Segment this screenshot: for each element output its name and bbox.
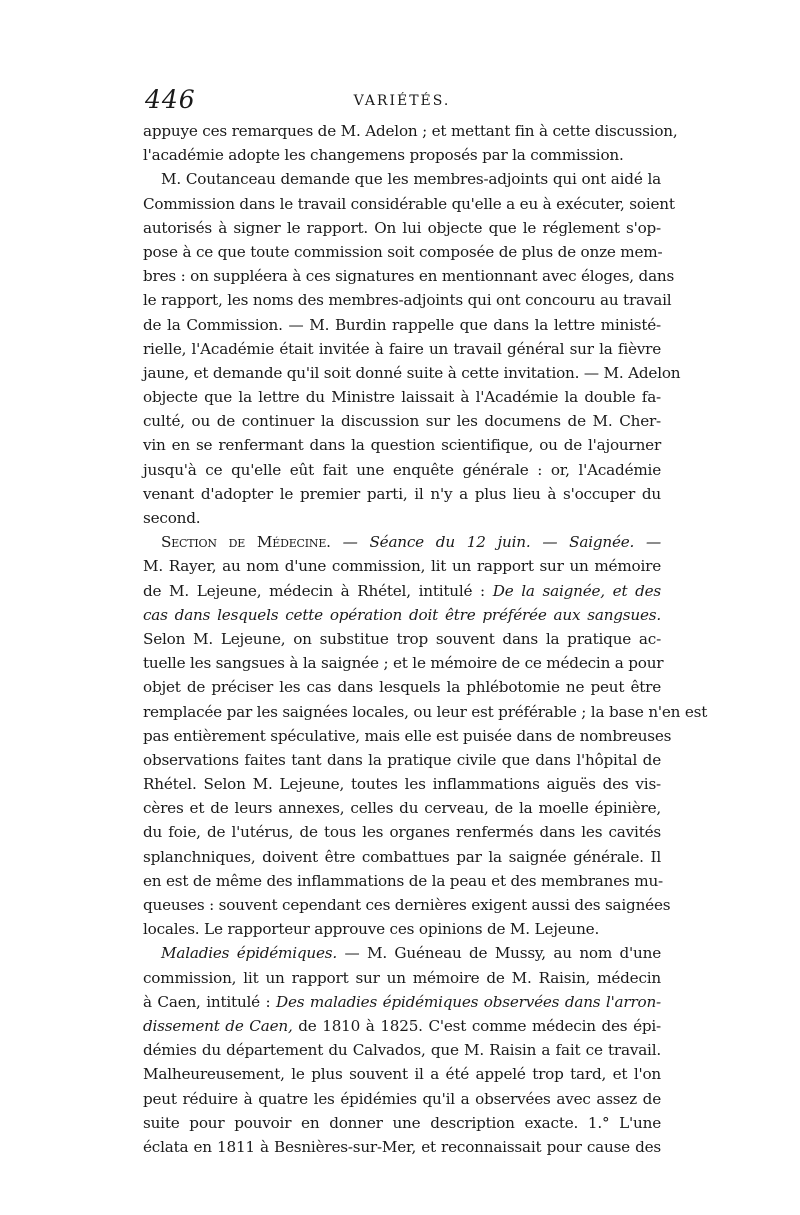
section-heading-line xyxy=(143,530,661,554)
text-line: pose à ce que toute commission soit composée de plus de onze mem- xyxy=(143,242,663,261)
subsection-heading: Maladies épidémiques. xyxy=(161,944,338,963)
memoir-title-continued: dissement de Caen, xyxy=(143,1016,293,1035)
section-heading-line xyxy=(143,941,661,965)
text-fragment: de 1810 à 1825. C'est comme médecin des épi- xyxy=(298,1016,661,1035)
section-label: Section de Médecine. xyxy=(161,533,331,552)
text-line: du foie, de l'utérus, de tous les organes renfermés dans les cavités xyxy=(143,823,661,842)
text-line: vin en se renfermant dans la question scientifique, ou de l'ajourner xyxy=(143,436,661,455)
memoir-title-continued: cas dans lesquels cette opération doit être préférée aux sangsues. xyxy=(143,605,661,624)
text-line: Malheureusement, le plus souvent il a été appelé trop tard, et l'on xyxy=(143,1065,661,1084)
text-line: de la Commission. — M. Burdin rappelle que dans la lettre ministé- xyxy=(143,315,661,334)
text-fragment: de M. Lejeune, médecin à Rhétel, intitulé : xyxy=(143,581,485,600)
running-title: VARIÉTÉS. xyxy=(353,93,451,109)
paragraph-2 xyxy=(143,167,681,530)
text-line xyxy=(143,990,661,1014)
text-line: pas entièrement spéculative, mais elle est puisée dans de nombreuses xyxy=(143,726,672,745)
text-line: cères et de leurs annexes, celles du cerveau, de la moelle épinière, xyxy=(143,799,661,818)
text-line: appuye ces remarques de M. Adelon ; et mettant fin à cette discussion, xyxy=(143,122,678,140)
text-line: M. Coutanceau demande que les membres-adjoints qui ont aidé la xyxy=(161,170,661,189)
text-line: en est de même des inflammations de la peau et des membranes mu- xyxy=(143,871,663,890)
paragraph-4 xyxy=(143,941,661,1159)
text-line: locales. Le rapporteur approuve ces opinions de M. Lejeune. xyxy=(143,920,600,939)
paragraph-1 xyxy=(143,119,678,167)
text-fragment: — M. Guéneau de Mussy, au nom d'une xyxy=(344,944,661,963)
text-line: second. xyxy=(143,509,201,527)
text-line: jusqu'à ce qu'elle eût fait une enquête générale : or, l'Académie xyxy=(143,460,661,479)
text-block xyxy=(143,85,708,1159)
memoir-title: De la saignée, et des xyxy=(492,581,661,600)
text-line: l'académie adopte les changemens proposés par la commission. xyxy=(143,146,624,165)
text-line: démies du département du Calvados, que M. Raisin a fait ce travail. xyxy=(143,1041,661,1060)
text-line: éclata en 1811 à Besnières-sur-Mer, et reconnaissait pour cause des xyxy=(143,1137,661,1156)
text-line: rielle, l'Académie était invitée à faire un travail général sur la fièvre xyxy=(143,339,661,358)
text-line: splanchniques, doivent être combattues par la saignée générale. Il xyxy=(143,847,661,866)
text-line: suite pour pouvoir en donner une description exacte. 1.° L'une xyxy=(143,1113,661,1132)
text-fragment: à Caen, intitulé : xyxy=(143,992,271,1011)
text-line: peut réduire à quatre les épidémies qu'il a observées avec assez de xyxy=(143,1089,661,1108)
text-line: remplacée par les saignées locales, ou leur est préférable ; la base n'en est xyxy=(143,702,708,721)
text-line: le rapport, les noms des membres-adjoints qui ont concouru au travail xyxy=(143,291,672,310)
session-label: — Séance du 12 juin. — Saignée. — xyxy=(342,533,661,552)
running-head xyxy=(143,85,661,115)
text-line xyxy=(143,579,661,603)
text-line: commission, lit un rapport sur un mémoire de M. Raisin, médecin xyxy=(143,968,661,987)
text-line: M. Rayer, au nom d'une commission, lit un rapport sur un mémoire xyxy=(143,557,661,576)
text-line: Selon M. Lejeune, on substitue trop souvent dans la pratique ac- xyxy=(143,629,661,648)
page-number: 446 xyxy=(145,85,196,114)
text-line: autorisés à signer le rapport. On lui objecte que le réglement s'op- xyxy=(143,218,661,237)
text-line: venant d'adopter le premier parti, il n'y a plus lieu à s'occuper du xyxy=(143,484,661,503)
text-line: jaune, et demande qu'il soit donné suite à cette invitation. — M. Adelon xyxy=(143,363,681,382)
text-line: queuses : souvent cependant ces dernières exigent aussi des saignées xyxy=(143,896,671,914)
text-line xyxy=(143,1014,661,1038)
text-line: objet de préciser les cas dans lesquels la phlébotomie ne peut être xyxy=(143,678,661,697)
memoir-title: Des maladies épidémiques observées dans l'arron- xyxy=(276,992,661,1011)
paragraph-3 xyxy=(143,530,708,941)
text-line: culté, ou de continuer la discussion sur les documens de M. Cher- xyxy=(143,412,661,431)
text-line: observations faites tant dans la pratique civile que dans l'hôpital de xyxy=(143,750,661,769)
text-line: Rhétel. Selon M. Lejeune, toutes les inflammations aiguës des vis- xyxy=(143,775,661,794)
text-line: objecte que la lettre du Ministre laissait à l'Académie la double fa- xyxy=(143,388,661,407)
text-line: Commission dans le travail considérable qu'elle a eu à exécuter, soient xyxy=(143,194,675,213)
text-line: tuelle les sangsues à la saignée ; et le mémoire de ce médecin a pour xyxy=(143,654,664,673)
text-line: bres : on suppléera à ces signatures en mentionnant avec éloges, dans xyxy=(143,267,675,286)
